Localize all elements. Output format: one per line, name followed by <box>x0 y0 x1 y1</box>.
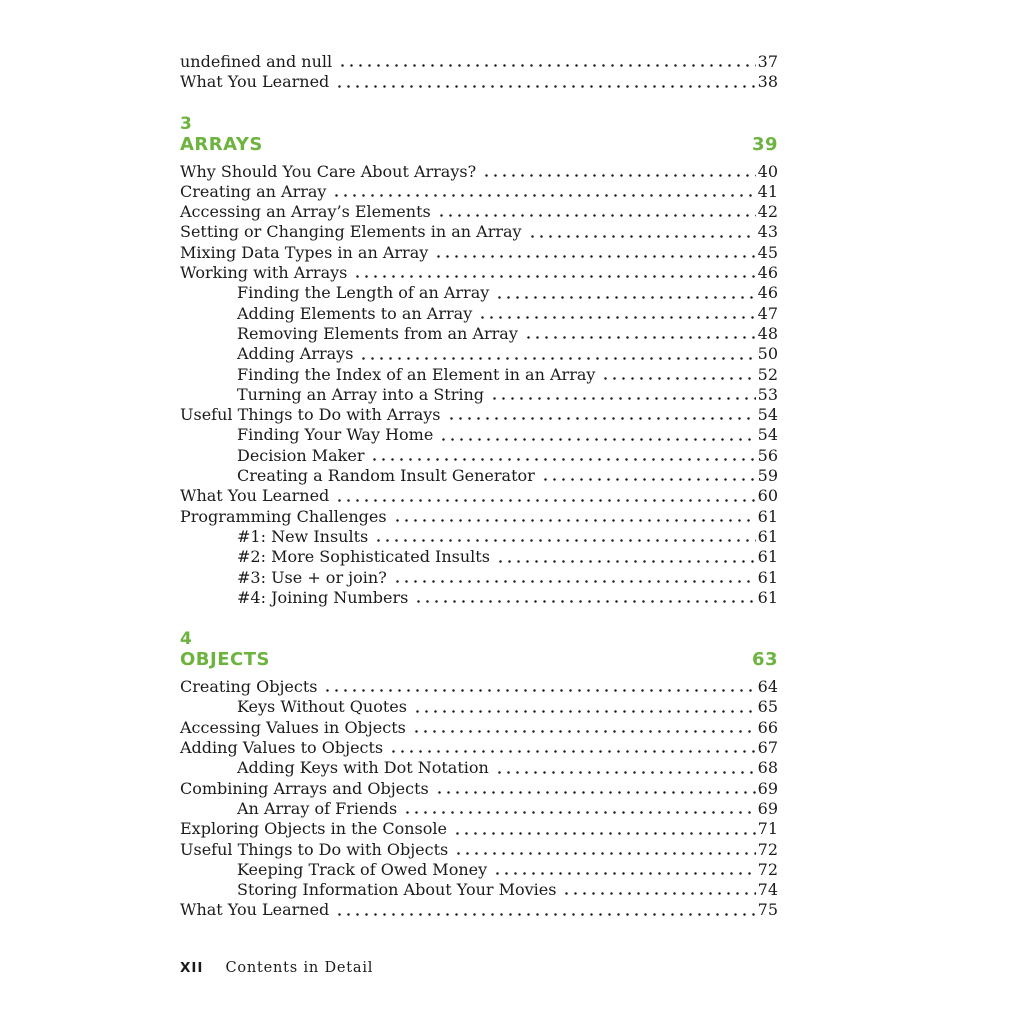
toc-entry-label: Removing Elements from an Array <box>237 323 518 343</box>
toc-entry <box>180 588 778 608</box>
toc-entry-label: Useful Things to Do with Objects <box>180 839 449 859</box>
toc-entry-page: 69 <box>757 778 778 798</box>
toc-entry <box>180 677 778 697</box>
dot-leader <box>323 687 755 694</box>
toc-entry-page: 53 <box>757 384 778 404</box>
dot-leader <box>478 314 755 321</box>
toc-entry-label: What You Learned <box>180 72 330 92</box>
dot-leader <box>541 476 756 483</box>
toc-entry-page: 72 <box>757 859 778 879</box>
toc-entry-label: Turning an Array into a String <box>237 384 485 404</box>
toc-entry-label: Adding Elements to an Array <box>237 303 473 323</box>
dot-leader <box>454 850 755 857</box>
dot-leader <box>435 789 756 796</box>
toc-entry <box>180 860 778 880</box>
dot-leader <box>482 172 755 179</box>
toc-entry <box>180 697 778 717</box>
toc-entry-label: Setting or Changing Elements in an Array <box>180 222 522 242</box>
toc-entry-label: Why Should You Care About Arrays? <box>180 161 477 181</box>
toc-entry <box>180 486 778 506</box>
toc-entry-label: Accessing an Array’s Elements <box>180 202 431 222</box>
toc-entry-label: Programming Challenges <box>180 506 387 526</box>
toc-entry-page: 69 <box>757 798 778 818</box>
toc-entry-page: 41 <box>757 181 778 201</box>
dot-leader <box>412 728 756 735</box>
toc-entry-page: 71 <box>757 819 778 839</box>
toc-entry <box>180 507 778 527</box>
dot-leader <box>437 212 756 219</box>
dot-leader <box>374 537 755 544</box>
dot-leader <box>495 294 755 301</box>
dot-leader <box>335 911 755 918</box>
dot-leader <box>370 456 755 463</box>
toc-entry <box>180 880 778 900</box>
dot-leader <box>403 809 755 816</box>
toc-entry-label: Creating Objects <box>180 677 318 697</box>
page-number: XII <box>180 960 204 976</box>
toc-entry-label: #4: Joining Numbers <box>237 587 409 607</box>
chapter-page: 63 <box>751 649 778 671</box>
toc-entry <box>180 527 778 547</box>
toc-entry-label: Adding Values to Objects <box>180 738 384 758</box>
chapter-title-row <box>180 649 778 670</box>
toc-entry <box>180 344 778 364</box>
dot-leader <box>453 830 756 837</box>
toc-entry-label: Finding Your Way Home <box>237 425 434 445</box>
toc-entry <box>180 568 778 588</box>
dot-leader <box>493 870 756 877</box>
toc-entry-label: What You Learned <box>180 486 330 506</box>
toc-entry <box>180 405 778 425</box>
dot-leader <box>414 598 755 605</box>
toc-entry-page: 43 <box>757 222 778 242</box>
toc-entry-label: Combining Arrays and Objects <box>180 778 429 798</box>
toc-entry <box>180 324 778 344</box>
toc-entry <box>180 758 778 778</box>
dot-leader <box>393 517 756 524</box>
dot-leader <box>439 436 755 443</box>
chapter-entries <box>180 677 778 921</box>
table-of-contents <box>180 52 778 921</box>
toc-entry-page: 59 <box>757 466 778 486</box>
toc-entry <box>180 52 778 72</box>
toc-entry <box>180 819 778 839</box>
toc-entry <box>180 900 778 920</box>
toc-entry <box>180 263 778 283</box>
toc-entry-page: 72 <box>757 839 778 859</box>
toc-entry-label: Storing Information About Your Movies <box>237 880 557 900</box>
toc-entry <box>180 446 778 466</box>
toc-entry-page: 67 <box>757 738 778 758</box>
toc-entry-label: Keys Without Quotes <box>237 697 407 717</box>
toc-entry <box>180 283 778 303</box>
dot-leader <box>335 83 755 90</box>
toc-entry <box>180 799 778 819</box>
dot-leader <box>389 748 756 755</box>
toc-entry <box>180 243 778 263</box>
dot-leader <box>562 890 755 897</box>
toc-entry-label: Accessing Values in Objects <box>180 717 406 737</box>
toc-entry-page: 40 <box>757 161 778 181</box>
toc-entry <box>180 425 778 445</box>
toc-entry <box>180 385 778 405</box>
toc-entry-page: 68 <box>757 758 778 778</box>
toc-entry-label: Adding Arrays <box>237 344 354 364</box>
toc-entry-page: 46 <box>757 263 778 283</box>
toc-entry-page: 61 <box>757 567 778 587</box>
toc-entry-label: Creating an Array <box>180 181 327 201</box>
chapter-heading <box>180 629 778 670</box>
dot-leader <box>335 497 755 504</box>
toc-entry-page: 45 <box>757 242 778 262</box>
toc-entry <box>180 466 778 486</box>
toc-entry-page: 65 <box>757 697 778 717</box>
toc-entry <box>180 738 778 758</box>
toc-entry-page: 47 <box>757 303 778 323</box>
toc-entry-label: Decision Maker <box>237 445 365 465</box>
toc-entry-label: What You Learned <box>180 900 330 920</box>
chapter-page: 39 <box>751 133 778 155</box>
toc-entry-label: #3: Use + or join? <box>237 567 387 587</box>
toc-entry-page: 64 <box>757 677 778 697</box>
dot-leader <box>332 192 755 199</box>
toc-entry-label: Keeping Track of Owed Money <box>237 859 488 879</box>
dot-leader <box>601 375 755 382</box>
chapter-number: 4 <box>180 629 193 650</box>
leading-entries <box>180 52 778 93</box>
toc-entry-label: Mixing Data Types in an Array <box>180 242 429 262</box>
running-header-text: Contents in Detail <box>225 960 374 976</box>
toc-entry-page: 61 <box>757 587 778 607</box>
toc-entry <box>180 304 778 324</box>
toc-entry-page: 54 <box>757 425 778 445</box>
toc-entry-label: Exploring Objects in the Console <box>180 819 447 839</box>
toc-entry-label: undefined and null <box>180 52 333 71</box>
chapter-number: 3 <box>180 113 193 134</box>
toc-entry <box>180 162 778 182</box>
toc-entry-label: An Array of Friends <box>237 798 398 818</box>
dot-leader <box>359 355 755 362</box>
toc-entry-page: 54 <box>757 405 778 425</box>
page-footer <box>180 960 373 976</box>
toc-entry-page: 52 <box>757 364 778 384</box>
dot-leader <box>496 558 756 565</box>
toc-entry-label: Working with Arrays <box>180 263 348 283</box>
toc-entry-page: 42 <box>757 202 778 222</box>
toc-entry-page: 61 <box>757 547 778 567</box>
toc-entry <box>180 779 778 799</box>
toc-entry-page: 74 <box>757 880 778 900</box>
chapter-title: ARRAYS <box>180 133 263 155</box>
toc-entry-label: Useful Things to Do with Arrays <box>180 405 441 425</box>
toc-entry-page: 38 <box>757 72 778 92</box>
toc-entry-label: Creating a Random Insult Generator <box>237 466 535 486</box>
toc-entry-page: 50 <box>757 344 778 364</box>
chapter-heading <box>180 114 778 155</box>
dot-leader <box>528 233 756 240</box>
toc-entry-page: 60 <box>757 486 778 506</box>
chapters <box>180 114 778 921</box>
toc-entry-page: 75 <box>757 900 778 920</box>
toc-entry-page: 66 <box>757 717 778 737</box>
toc-entry <box>180 718 778 738</box>
toc-entry-label: #2: More Sophisticated Insults <box>237 547 490 567</box>
toc-entry <box>180 202 778 222</box>
dot-leader <box>413 708 756 715</box>
toc-entry <box>180 840 778 860</box>
dot-leader <box>447 415 756 422</box>
chapter-title: OBJECTS <box>180 649 270 671</box>
toc-entry-label: #1: New Insults <box>237 526 369 546</box>
toc-entry-page: 61 <box>757 526 778 546</box>
dot-leader <box>353 273 755 280</box>
toc-entry <box>180 72 778 92</box>
dot-leader <box>495 769 756 776</box>
toc-entry <box>180 547 778 567</box>
toc-entry-page: 48 <box>757 323 778 343</box>
chapter-title-row <box>180 134 778 155</box>
toc-entry-label: Finding the Index of an Element in an Array <box>237 364 596 384</box>
toc-entry-label: Finding the Length of an Array <box>237 283 490 303</box>
toc-entry-page: 37 <box>757 52 778 71</box>
dot-leader <box>434 253 755 260</box>
toc-entry-page: 46 <box>757 283 778 303</box>
toc-entry-page: 56 <box>757 445 778 465</box>
chapter-entries <box>180 162 778 609</box>
dot-leader <box>524 334 756 341</box>
dot-leader <box>393 578 756 585</box>
toc-entry <box>180 182 778 202</box>
toc-entry <box>180 222 778 242</box>
dot-leader <box>338 62 756 69</box>
dot-leader <box>490 395 756 402</box>
toc-entry <box>180 365 778 385</box>
toc-entry-label: Adding Keys with Dot Notation <box>237 758 489 778</box>
toc-entry-page: 61 <box>757 506 778 526</box>
